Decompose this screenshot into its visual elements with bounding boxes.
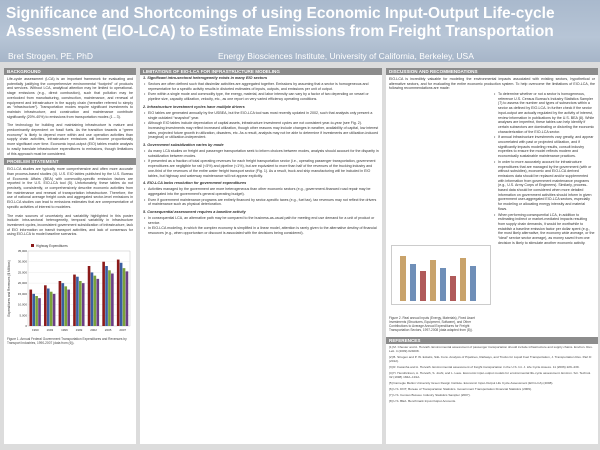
limitation-4-title: 4. EIO-LCA lacks resolution for government expenditures <box>143 181 247 186</box>
background-paragraph-2: The technology for building and maintaining infrastructure is mature and predominantly dependent on fossil fuels. As the transition towards a “green economy” is likely to depend more within and use operation activities than supply chain activities, infrastructure emissions will become proportionally more significant over time. Economic input-output (EIO) tables enable analysts to easily translate infrastructure expenditures to emissions, though limitations of this approach must be considered. <box>7 123 133 156</box>
poster-title: Significance and Shortcomings of using Economic Input-Output Life-cycle Assessment (EIO-LCA) to Estimate Emissions from Freight Transportation <box>6 5 555 40</box>
column-middle <box>140 68 382 444</box>
list-item: • EIO tables are generated annually by the USBEA, but the EIO-LCA tool was most recently updated in 2002, such that analysts only present a single outdated “snapshot” year. <box>148 111 379 120</box>
reference-8: [8] U.S. BEA. Benchmark Input-Output Accounts. <box>389 399 457 403</box>
author-name: Bret Strogen, PE, PhD <box>8 51 94 61</box>
reference-3: [3] R. Facanha and A. Horvath. Environmental assessment of freight transportation in the U.S. Int. J. Life Cycle Assess. 11 (2006) 229–239. <box>389 365 580 369</box>
background-paragraph-1: Life-cycle assessment (LCA) is an important framework for evaluating and potentially justifying the comprehensive environmental “footprint” of products and services. Without LCA, analytical attention may be limited to operational-stage emissions (e.g., direct combustion), such that pollution may be overlooked from manufacturing, construction, maintenance, and renewal of equipment and infrastructure in the supply chain (hereafter referred to simply as “infrastructure”). Transportation modes require significant investments to maintain infrastructure, and construction and maintenance contribute significantly (20%-40%) to emissions from transportation modes (1 – 3). <box>7 77 133 119</box>
limitation-5-list <box>140 215 382 238</box>
limitation-1-list <box>140 81 382 104</box>
bar <box>59 281 62 326</box>
list-item: • To determine whether or not a sector is homogeneous, reference U.S. Census Bureau’s Industry Statistics Sampler (7) to assess the number and types of subsectors within a sector as defined by EIO-LCA. In further check if the sector input-output are actually regulated by the activity of interest, review information in publications by the U.S. BEA (8). While analyses are imperfect, these tables can help identify if certain subsectors are dominating or distorting the economic characterization of the EIO-LCA sector. <box>498 92 595 134</box>
reference-5: [5] Carnegie Mellon University Green Design Institute. Economic Input-Output Life Cycle Assessment (EIO-LCA) (2008). <box>389 381 554 385</box>
background-heading: BACKGROUND <box>4 68 136 75</box>
bar <box>47 289 50 327</box>
y-tick-label: 20,000 <box>17 281 27 286</box>
legend-label: Highway Expenditures <box>36 243 68 248</box>
poster-header <box>0 0 600 62</box>
y-tick-label: 15,000 <box>17 291 27 296</box>
figure-1-chart <box>6 241 134 336</box>
list-item: • If presented as a fraction of total operating revenues for each freight transportation sector (i.e., operating passenger transportation, government expenditures are negligible for rail (<5%) and pipeline (<1%), but are equivalent to more than half of the revenues of the trucking industry and one-third of the revenues of the entire water freight transport sector (Fig. 1). As a result, truck and ship manufacturing will be included in EIO tables, but highway and waterway maintenance will not appear explicitly. <box>148 159 379 178</box>
figure-1-caption: Figure 1. Annual Federal Government Transportation Expenditures and Revenues by Transport Industries, 1990-2007 (data from (6)). <box>7 337 127 346</box>
bar <box>96 279 99 326</box>
bar-chart <box>6 241 134 336</box>
list-item: • If annual infrastructure investments vary greatly, and appear uncorrelated with past or projected utilization, and if significantly impacts modeling results, consult industry experties to ensure the model reflects modern and economically sustainable maintenance practices. <box>498 135 595 159</box>
fig2-bar <box>410 264 416 301</box>
limitation-2-list <box>140 110 382 142</box>
list-item: • When performing consequential LCA, in addition to estimating indirect or market-mediated impacts resulting from supply chain demands, it would be worthwhile to establish a baseline emission factor per dollar spent (e.g., the most likely alternative, the economy wide average, or the “ideal” service sector average), as money saved from one decision is likely to stimulate another economic activity. <box>498 213 595 246</box>
fig2-bar <box>400 256 406 301</box>
y-tick-label: 5,000 <box>19 313 27 318</box>
recommendations-list <box>490 91 598 248</box>
bar <box>64 286 67 326</box>
reference-7: [7] U.S. Census Bureau. Industry Statistics Sampler (2007). <box>389 393 471 397</box>
list-item: • Sectors are often defined such that dissimilar activities are aggregated together. Emissions by assuming that a sector is homogeneous and representative for a specific activity results in distorted estimates of inputs, outputs, and emissions per unit of output. <box>148 82 379 91</box>
bar <box>53 294 56 326</box>
references-heading: REFERENCES <box>386 337 598 344</box>
discussion-area <box>386 75 598 315</box>
limitation-3-title: 3. Government subsidization varies by mode <box>143 143 224 148</box>
bar <box>38 298 41 326</box>
problem-paragraph-1: EIO-LCA studies are typically more comprehensive and often more accurate than process-based studies (4). U.S. EIO tables published by the U.S. Bureau of Economic Affairs (BEA) with commodity-specific emission factors are reported in the U.S. EIO-LCA tool (5). Unfortunately, these tables do not precisely, consistently, or comprehensively describe economic activities from the maintenance and renewal of transportation infrastructure. Therefore, the use of national average freight costs and aggregated sector-level emissions in EIO-LCA studies can lead to emissions estimates that are unrepresentative of specific activities of interest to modelers. <box>7 167 133 209</box>
list-item: • Although EIO tables include depreciation of capital assets, infrastructure investment cycles are not consistent year-to-year (see Fig. 2). Increasing investments may reflect increased utilization, though other reasons may include changes in weather, availability of capital, low interest rates, projected future growth in utilization, disasters, etc. As a result, analysts may not be able to determine if investments are utilization-induced (marginal) or utilization-independent. <box>148 121 379 140</box>
bar <box>108 270 111 326</box>
bar <box>35 296 38 326</box>
y-tick-label: 25,000 <box>17 270 27 275</box>
figure-2-image <box>391 245 491 305</box>
discussion-heading: DISCUSSION AND RECOMMENDATIONS <box>386 68 598 75</box>
x-tick-label: 2002 <box>90 328 97 333</box>
bar <box>105 266 108 326</box>
limitation-4-list <box>140 186 382 209</box>
bar <box>73 275 76 326</box>
bar <box>76 277 79 326</box>
problem-heading: PROBLEM STATEMENT <box>4 158 136 165</box>
limitation-3-list <box>140 148 382 180</box>
bar <box>123 268 126 326</box>
problem-paragraph-2: The main sources of uncertainty and variability highlighted in this poster include: intra-sectoral heterogeneity, temporal variability in infrastructure investment cycles, inconsistent government subsidization of infrastructure, lack of EIO information on transit transport activities, and lack of consensus for using EIO-LCA to model baseline scenarios. <box>7 213 133 237</box>
reference-1: [1] M. Chester and A. Horvath. Environmental assessment of passenger transportation should include infrastructure and supply chains. Environ. Res. Lett. 4 (2009) 024008. <box>389 345 593 353</box>
list-item: • In order to more accurately account for infrastructure expenditures that are managed by the government (with or without subsidies), economic and EIO-LCA derived emissions data should be replaced and/or supplemented with information from government maintenance programs (e.g., U.S. Army Corps of Engineers). Similarly, process-based data should be considered when more detailed information on government activities should inform in given government user-aggregated EIO-LCA sectors, especially for modeling or allocating energy intensity and material flows. <box>498 160 595 212</box>
list-item: • Even if government maintenance programs are entirely financed by sector-specific taxes (e.g., fuel tax), tax revenues may not reflect the drivers of maintenance such as physical deterioration. <box>148 198 379 207</box>
limitation-5-title: 5. Consequential assessment requires a baseline activity <box>143 210 246 215</box>
bar <box>117 260 120 326</box>
fig2-bar <box>450 276 456 301</box>
y-tick-label: 30,000 <box>17 259 27 264</box>
discussion-intro: EIO-LCA is incredibly valuable for modeling the environmental impacts associated with existing sectors, hypothetical or alternative sectors, and for evaluating the entire economic production system. To help overcome the limitations of EIO-LCA, the following recommendations are made: <box>389 77 595 91</box>
x-tick-label: 1999 <box>75 328 83 333</box>
legend-swatch <box>31 244 34 247</box>
y-axis-label: Expenditures and Revenues ($ Millions) <box>7 260 11 317</box>
bar <box>62 283 65 326</box>
column-left <box>4 68 136 444</box>
list-item: • Activities managed by the government are more heterogeneous than other economic sectors (e.g., government-financed road repair may be aggregated into the government’s general operating budget). <box>148 187 379 196</box>
limitations-heading: LIMITATIONS OF EIO-LCA FOR INFRASTRUCTURE MODELING <box>140 68 382 75</box>
y-tick-label: 0 <box>25 324 27 329</box>
bar <box>91 273 94 327</box>
figure-2-caption: Figure 2. Real annual Inputs (Energy, Materials), Fixed Asset Investments (Structures, Equipment, Software), and Other Contributions to Average Annual Expenditures for Freight Transportation Sectors, 1997-2008 (data adapted from (8)). <box>389 316 475 332</box>
x-tick-label: 1996 <box>61 328 68 333</box>
bar <box>50 292 53 326</box>
y-tick-label: 35,000 <box>17 249 27 254</box>
affiliation: Energy Biosciences Institute, University of California, Berkeley, USA <box>218 51 474 61</box>
reference-2: [2] B. Strogen and P. W. Eckelis, S&L Conv. Analysis of Pipelines, Railways, and Trucks for Liquid Fuel Transportation, J. Transportation Res. Part D (2012). <box>389 355 592 363</box>
fig2-bar <box>430 260 436 301</box>
bar <box>82 283 85 326</box>
figure-2-bars <box>392 246 492 306</box>
bar <box>67 290 70 326</box>
fig2-bar <box>460 258 466 301</box>
bar <box>88 266 91 326</box>
fig2-bar <box>440 268 446 301</box>
fig2-bar <box>470 266 476 301</box>
x-tick-label: 2005 <box>104 328 112 333</box>
list-item: • In EIO-LCA modeling, in which the complex economy is simplified in a linear model, attention is rarely given to the alternative destiny of financial resources (e.g., when opportunism or discount is associated with the decisions being considered). <box>148 226 379 235</box>
x-tick-label: 1993 <box>46 328 54 333</box>
list-item: • Even within a single mode and commodity type, the energy, material, and labor intensity can vary by a factor of two depending on vessel or pipeline size, capacity utilization, velocity, etc., as one report on very varied efficiency operating conditions. <box>148 92 379 101</box>
bar <box>94 276 97 326</box>
reference-4: [4] H. Hendrickson, A. Horvath, S. Joshi, and L. Lave. Economic input-output models for environmental life-cycle assessment. Environ. Sci. Technol. 32 (1998) 184A–191A. <box>389 371 591 379</box>
reference-6: [6] U.S. DOT, Bureau of Transportation Statistics. Government Transportation Financial Statistics (2009). <box>389 387 532 391</box>
bar <box>126 271 129 326</box>
bar <box>102 262 105 326</box>
author-bar <box>0 51 600 62</box>
x-tick-label: 2007 <box>119 328 127 333</box>
bar <box>29 290 32 326</box>
fig2-bar <box>420 271 426 301</box>
list-item: • In consequential LCA, an alternative path may be compared to the business-as-usual path for meeting end use demand for a unit of product or service. <box>148 216 379 225</box>
bar <box>120 263 123 326</box>
bar <box>44 285 47 326</box>
limitation-1-title: 1. Significant intra-sectoral heterogeneity exists in many EIO sectors <box>143 76 268 80</box>
x-tick-label: 1990 <box>31 328 39 333</box>
y-tick-label: 10,000 <box>17 302 27 307</box>
bar <box>111 274 114 327</box>
column-right <box>386 68 598 444</box>
bar <box>32 294 35 326</box>
list-item: • As many LCA studies on freight and passenger transportation seek to inform choices between modes, analysts should account for the disparity in subsidization between modes. <box>148 149 379 158</box>
limitation-2-title: 2. Infrastructure investment cycles have multiple drivers <box>143 104 245 109</box>
bar <box>79 281 82 326</box>
